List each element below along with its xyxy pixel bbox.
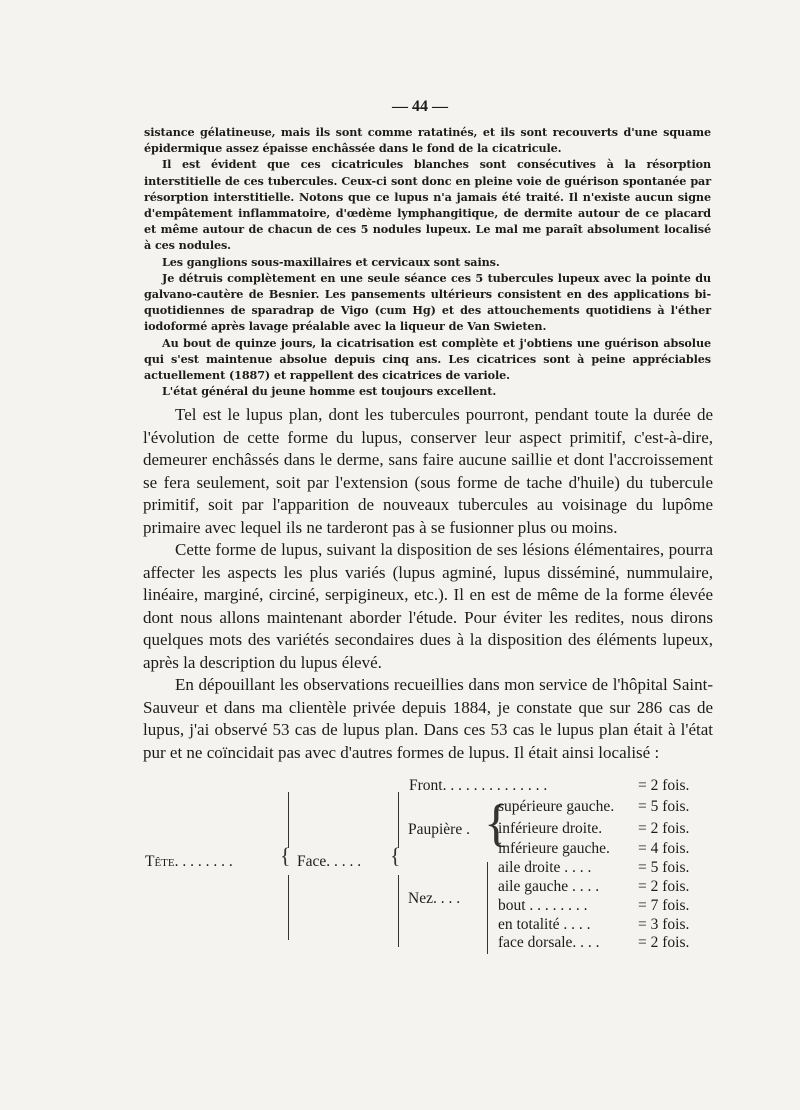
paupiere-row-value: = 5 fois. <box>638 798 690 815</box>
body-paragraph: Tel est le lupus plan, dont les tubercules pourront, pendant toute la durée de l'évolution de cette forme du lupus, conserver leur aspect primitif, c'est-à-dire, demeurer enchâssés dans le derme, sans faire aucune saillie et dont l'accroissement se fera seulement, soit par l'extension (sous forme de tache d'huile) du tubercule primitif, soit par l'apparition de nouveaux tubercules au voisinage du lupôme primaire avec lequel ils ne tarderont pas à se fusionner plus ou moins. <box>143 405 713 537</box>
brace-sub-top <box>398 792 399 848</box>
front-label: Front. . . . . . . . . . . . . . <box>409 777 548 794</box>
paupiere-label: Paupière . <box>408 821 470 838</box>
brace-sub-tip: { <box>390 843 401 868</box>
brace-face-top <box>288 792 289 848</box>
nez-row-value: = 2 fois. <box>638 934 690 951</box>
paupiere-row-label: inférieure droite. <box>498 820 603 837</box>
observation-notes <box>144 124 711 399</box>
paupiere-row-value: = 4 fois. <box>638 840 690 857</box>
front-value: = 2 fois. <box>638 777 690 794</box>
nez-row-value: = 3 fois. <box>638 916 690 933</box>
note-paragraph: Il est évident que ces cicatricules blanches sont consécutives à la résorption interstitielle de ces tubercules. Ceux-ci sont donc en pleine voie de guérison spontanée par résorption interstitielle. Notons que ce lupus n'a jamais été traité. Il n'existe aucun signe d'empâtement inflammatoire, d'œdème lymphangitique, de dermite autour de ce placard et même autour de chacun de ces 5 nodules lupeux. Le mal me paraît absolument localisé à ces nodules. <box>144 157 711 253</box>
nez-row-label: aile gauche . . . . <box>498 878 600 895</box>
note-paragraph: sistance gélatineuse, mais ils sont comme ratatinés, et ils sont recouverts d'une squame épidermique assez épaisse enchâssée dans le fond de la cicatricule. <box>144 125 711 156</box>
body-paragraph: En dépouillant les observations recueillies dans mon service de l'hôpital Saint-Sauveur et dans ma clientèle privée depuis 1884, je constate que sur 286 cas de lupus, j'ai observé 53 cas de lupus plan. Dans ces 53 cas le lupus plan était à l'état pur et ne coïncidait pas avec d'autres formes de lupus. Il était ainsi localisé : <box>143 675 713 762</box>
note-paragraph: Les ganglions sous-maxillaires et cervicaux sont sains. <box>162 254 500 269</box>
brace-face-tip: { <box>280 843 291 868</box>
note-paragraph: L'état général du jeune homme est toujours excellent. <box>162 384 497 399</box>
body-paragraph: Cette forme de lupus, suivant la disposition de ses lésions élémentaires, pourra affecter les aspects les plus variés (lupus agminé, lupus disséminé, nummulaire, linéaire, marginé, circiné, serpigineux, etc.). Il en est de même de la forme élevée dont nous allons maintenant aborder l'étude. Pour éviter les redites, nous dirons quelques mots des variétés secondaires dues à la disposition des éléments lupeux, après la description du lupus élevé. <box>143 540 713 672</box>
brace-sub-bottom <box>398 875 399 947</box>
nez-row-label: aile droite . . . . <box>498 859 592 876</box>
brace-face-bottom <box>288 875 289 940</box>
nez-row-value: = 5 fois. <box>638 859 690 876</box>
paupiere-row-value: = 2 fois. <box>638 820 690 837</box>
nez-label: Nez. . . . <box>408 890 461 907</box>
brace-nez <box>487 862 488 954</box>
nez-row-label: face dorsale. . . . <box>498 934 600 951</box>
paupiere-row-label: supérieure gauche. <box>498 798 615 815</box>
brace-paupiere: { <box>484 795 509 852</box>
nez-row-value: = 2 fois. <box>638 878 690 895</box>
nez-row-value: = 7 fois. <box>638 897 690 914</box>
paupiere-row-label: inférieure gauche. <box>498 840 610 857</box>
face-label: Face. . . . . <box>297 853 362 870</box>
main-text <box>143 404 713 764</box>
tete-label: Tête. . . . . . . . <box>145 853 233 870</box>
note-paragraph: Au bout de quinze jours, la cicatrisation est complète et j'obtiens une guérison absolue qui s'est maintenue absolue depuis cinq ans. Les cicatrices sont à peine appréciables actuellement (1887) et rappellent des cicatrices de variole. <box>144 335 711 383</box>
page-number: — 44 — <box>392 98 448 115</box>
nez-row-label: bout . . . . . . . . <box>498 897 588 914</box>
note-paragraph: Je détruis complètement en une seule séance ces 5 tubercules lupeux avec la pointe du galvano-cautère de Besnier. Les pansements ultérieurs consistent en des applications bi-quotidiennes de sparadrap de Vigo (cum Hg) et des attouchements quotidiens à l'éther iodoformé après lavage préalable avec la liqueur de Van Swieten. <box>144 270 711 334</box>
nez-row-label: en totalité . . . . <box>498 916 591 933</box>
